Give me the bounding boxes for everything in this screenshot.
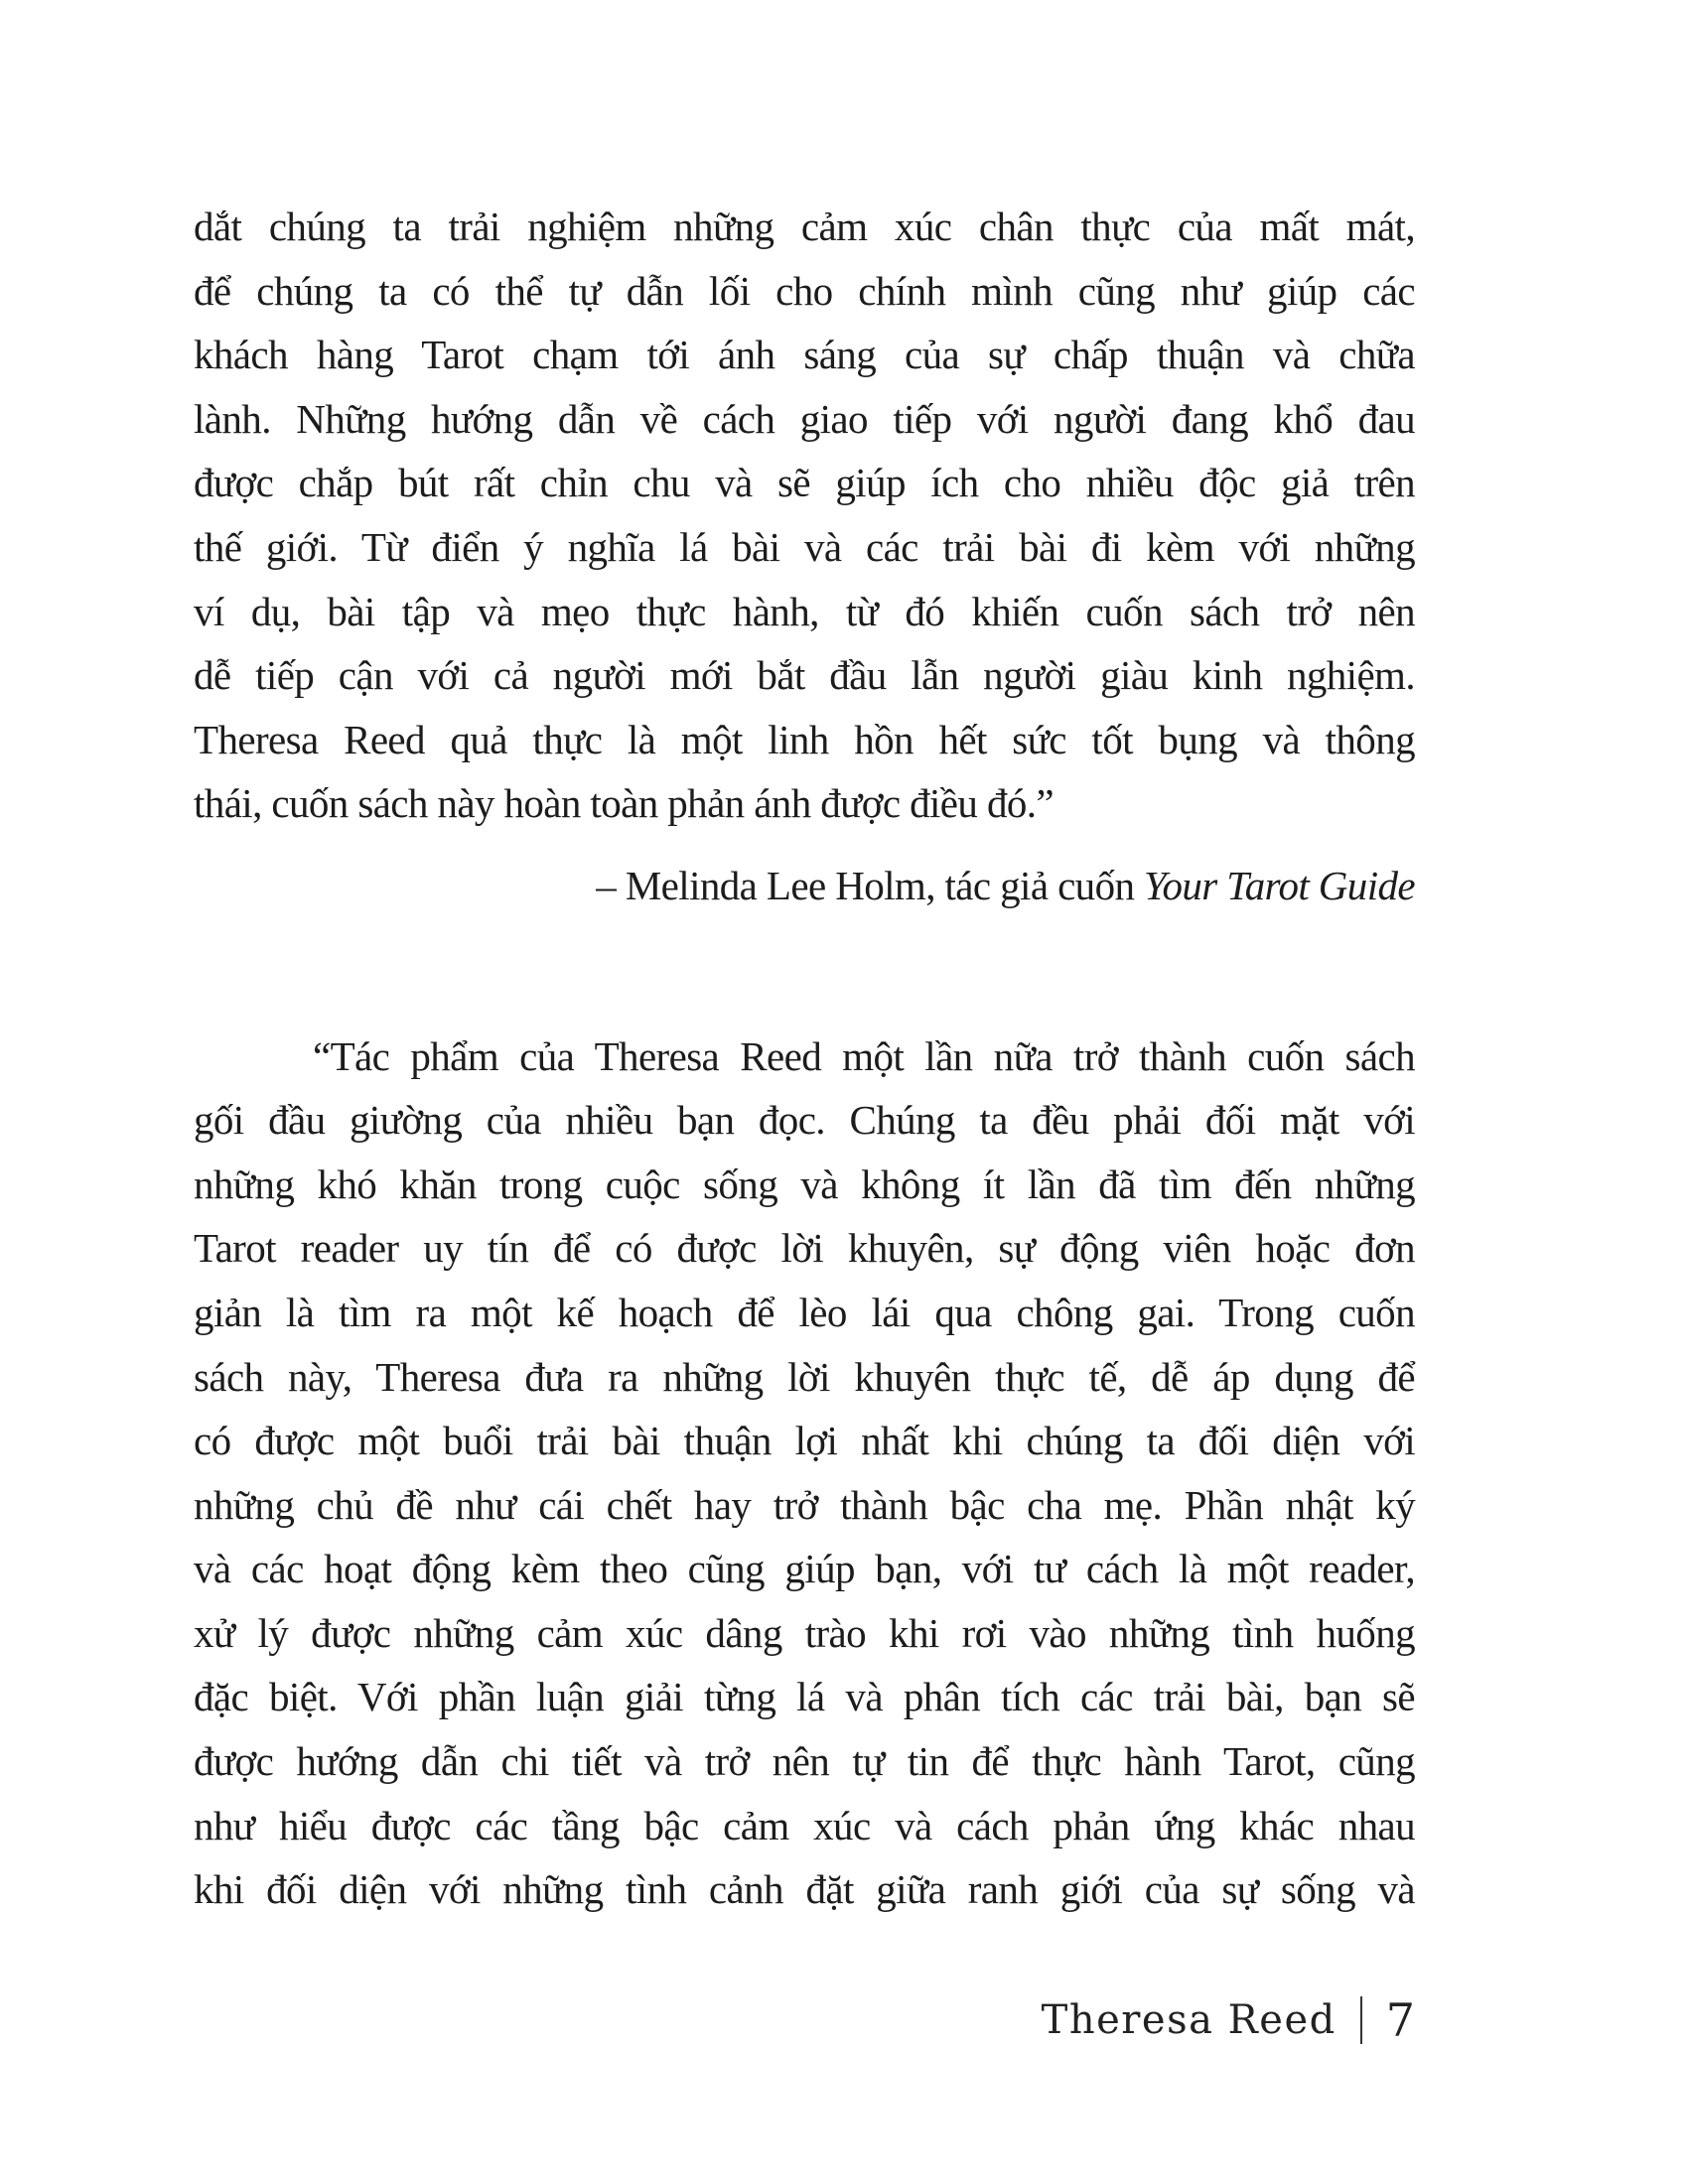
page-text-block xyxy=(194,195,1415,1922)
text-line: khi đối diện với những tình cảnh đặt giữa ranh giới của sự sống và xyxy=(194,1866,1415,1913)
book-title-italic: Your Tarot Guide xyxy=(1144,862,1415,908)
text-line: dễ tiếp cận với cả người mới bắt đầu lẫn người giàu kinh nghiệm. xyxy=(194,652,1415,699)
text-line: giản là tìm ra một kế hoạch để lèo lái qua chông gai. Trong cuốn xyxy=(194,1289,1415,1335)
text-line: Tarot reader uy tín để có được lời khuyên, sự động viên hoặc đơn xyxy=(194,1225,1415,1272)
paragraph-testimonial-2 xyxy=(194,1024,1415,1922)
text-line: để chúng ta có thể tự dẫn lối cho chính mình cũng như giúp các xyxy=(194,267,1415,314)
paragraph-testimonial-1 xyxy=(194,195,1415,836)
attribution-line xyxy=(194,854,1415,918)
attribution-text: – Melinda Lee Holm, tác giả cuốn xyxy=(596,862,1145,908)
footer-page-number: 7 xyxy=(1385,1993,1415,2047)
text-line: khách hàng Tarot chạm tới ánh sáng của sự chấp thuận và chữa xyxy=(194,332,1415,378)
text-line: ví dụ, bài tập và mẹo thực hành, từ đó khiến cuốn sách trở nên xyxy=(194,588,1415,634)
text-line: được hướng dẫn chi tiết và trở nên tự tin để thực hành Tarot, cũng xyxy=(194,1738,1415,1785)
text-line: Theresa Reed quả thực là một linh hồn hết sức tốt bụng và thông xyxy=(194,716,1415,762)
text-line: và các hoạt động kèm theo cũng giúp bạn, với tư cách là một reader, xyxy=(194,1546,1415,1592)
text-line: những chủ đề như cái chết hay trở thành bậc cha mẹ. Phần nhật ký xyxy=(194,1481,1415,1528)
text-line: có được một buổi trải bài thuận lợi nhất khi chúng ta đối diện với xyxy=(194,1418,1415,1464)
text-line: xử lý được những cảm xúc dâng trào khi rơi vào những tình huống xyxy=(194,1609,1415,1656)
text-line: thế giới. Từ điển ý nghĩa lá bài và các trải bài đi kèm với những xyxy=(194,523,1415,570)
page-footer xyxy=(1042,1993,1415,2047)
text-line: dắt chúng ta trải nghiệm những cảm xúc chân thực của mất mát, xyxy=(194,204,1415,249)
text-line: gối đầu giường của nhiều bạn đọc. Chúng ta đều phải đối mặt với xyxy=(194,1097,1415,1144)
text-line: sách này, Theresa đưa ra những lời khuyên thực tế, dễ áp dụng để xyxy=(194,1353,1415,1400)
text-line: thái, cuốn sách này hoàn toàn phản ánh được điều đó.” xyxy=(194,780,1054,827)
text-line: lành. Những hướng dẫn về cách giao tiếp với người đang khổ đau xyxy=(194,395,1415,442)
text-line: “Tác phẩm của Theresa Reed một lần nữa trở thành cuốn sách xyxy=(313,1032,1415,1079)
text-line: đặc biệt. Với phần luận giải từng lá và phân tích các trải bài, bạn sẽ xyxy=(194,1674,1415,1720)
footer-author: Theresa Reed xyxy=(1041,1997,1336,2043)
text-line: như hiểu được các tầng bậc cảm xúc và cách phản ứng khác nhau xyxy=(194,1802,1415,1848)
text-line: những khó khăn trong cuộc sống và không ít lần đã tìm đến những xyxy=(194,1160,1415,1207)
text-line: được chắp bút rất chỉn chu và sẽ giúp ích cho nhiều độc giả trên xyxy=(194,460,1415,506)
footer-separator-bar xyxy=(1360,1996,1362,2044)
